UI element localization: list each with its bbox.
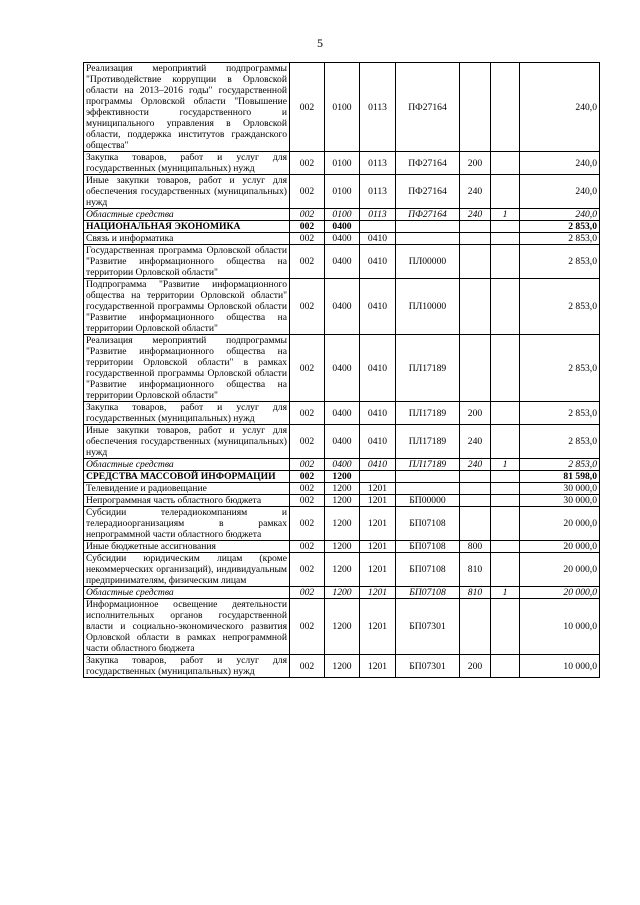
expense-type-code-cell: 810 [460, 553, 491, 587]
expense-type-code-cell [460, 471, 491, 483]
department-code-cell: 002 [290, 63, 325, 152]
row-description-cell: Телевидение и радиовещание [84, 483, 290, 495]
expense-type-code-cell: 800 [460, 541, 491, 553]
amount-cell: 2 853,0 [520, 335, 600, 402]
row-description-cell: Областные средства [84, 459, 290, 471]
subsection-code-cell: 1201 [360, 483, 396, 495]
section-code-cell: 1200 [325, 495, 360, 507]
table-row [84, 63, 600, 152]
amount-cell: 2 853,0 [520, 425, 600, 459]
funding-source-code-cell [491, 553, 520, 587]
table-row [84, 335, 600, 402]
section-code-cell: 1200 [325, 471, 360, 483]
funding-source-code-cell [491, 599, 520, 655]
subsection-code-cell: 1201 [360, 655, 396, 678]
department-code-cell: 002 [290, 335, 325, 402]
subsection-code-cell: 0410 [360, 459, 396, 471]
amount-cell: 240,0 [520, 175, 600, 209]
section-code-cell: 1200 [325, 599, 360, 655]
row-description-cell: Государственная программа Орловской области "Развитие информационного общества на территории Орловской области" [84, 245, 290, 279]
subsection-code-cell: 1201 [360, 587, 396, 599]
expense-type-code-cell: 240 [460, 209, 491, 221]
table-row [84, 553, 600, 587]
target-article-code-cell: ПФ27164 [396, 63, 460, 152]
target-article-code-cell: БП07108 [396, 507, 460, 541]
target-article-code-cell [396, 233, 460, 245]
section-code-cell: 0400 [325, 221, 360, 233]
section-code-cell: 0400 [325, 459, 360, 471]
table-row [84, 152, 600, 175]
section-code-cell: 0400 [325, 245, 360, 279]
amount-cell: 240,0 [520, 209, 600, 221]
row-description-cell: Областные средства [84, 209, 290, 221]
target-article-code-cell: ПЛ00000 [396, 245, 460, 279]
department-code-cell: 002 [290, 587, 325, 599]
funding-source-code-cell [491, 279, 520, 335]
funding-source-code-cell [491, 655, 520, 678]
department-code-cell: 002 [290, 541, 325, 553]
row-description-cell: Субсидии телерадиокомпаниям и телерадиоорганизациям в рамках непрограммной части областного бюджета [84, 507, 290, 541]
expense-type-code-cell [460, 495, 491, 507]
subsection-code-cell [360, 471, 396, 483]
expense-type-code-cell [460, 233, 491, 245]
department-code-cell: 002 [290, 425, 325, 459]
amount-cell: 240,0 [520, 63, 600, 152]
expense-type-code-cell [460, 599, 491, 655]
row-description-cell: СРЕДСТВА МАССОВОЙ ИНФОРМАЦИИ [84, 471, 290, 483]
amount-cell: 20 000,0 [520, 507, 600, 541]
amount-cell: 2 853,0 [520, 402, 600, 425]
target-article-code-cell [396, 471, 460, 483]
amount-cell: 81 598,0 [520, 471, 600, 483]
row-description-cell: Реализация мероприятий подпрограммы "Противодействие коррупции в Орловской области на 2013–2016 годы" государственной программы Орловской области "Повышение эффективности государственного и муниципального управления в Орловской области, поддержка институтов гражданского общества" [84, 63, 290, 152]
department-code-cell: 002 [290, 507, 325, 541]
expense-type-code-cell [460, 63, 491, 152]
section-code-cell: 1200 [325, 553, 360, 587]
target-article-code-cell: ПФ27164 [396, 209, 460, 221]
subsection-code-cell: 1201 [360, 495, 396, 507]
row-description-cell: Связь и информатика [84, 233, 290, 245]
table-row [84, 599, 600, 655]
department-code-cell: 002 [290, 599, 325, 655]
table-row [84, 483, 600, 495]
department-code-cell: 002 [290, 655, 325, 678]
row-description-cell: Закупка товаров, работ и услуг для государственных (муниципальных) нужд [84, 402, 290, 425]
funding-source-code-cell [491, 483, 520, 495]
table-row [84, 402, 600, 425]
table-row [84, 655, 600, 678]
section-code-cell: 1200 [325, 541, 360, 553]
target-article-code-cell [396, 221, 460, 233]
section-code-cell: 0100 [325, 63, 360, 152]
target-article-code-cell: ПФ27164 [396, 152, 460, 175]
department-code-cell: 002 [290, 221, 325, 233]
subsection-code-cell: 1201 [360, 507, 396, 541]
target-article-code-cell: ПЛ17189 [396, 425, 460, 459]
target-article-code-cell: ПЛ17189 [396, 335, 460, 402]
row-description-cell: Иные закупки товаров, работ и услуг для обеспечения государственных (муниципальных) нужд [84, 425, 290, 459]
subsection-code-cell: 0113 [360, 152, 396, 175]
expense-type-code-cell [460, 245, 491, 279]
table-row [84, 175, 600, 209]
amount-cell: 2 853,0 [520, 459, 600, 471]
table-row [84, 459, 600, 471]
department-code-cell: 002 [290, 553, 325, 587]
amount-cell: 20 000,0 [520, 541, 600, 553]
table-row [84, 245, 600, 279]
subsection-code-cell: 0410 [360, 335, 396, 402]
department-code-cell: 002 [290, 175, 325, 209]
section-code-cell: 0400 [325, 335, 360, 402]
expense-type-code-cell: 200 [460, 402, 491, 425]
section-code-cell: 1200 [325, 507, 360, 541]
section-code-cell: 0400 [325, 425, 360, 459]
funding-source-code-cell: 1 [491, 209, 520, 221]
department-code-cell: 002 [290, 233, 325, 245]
target-article-code-cell: БП07108 [396, 541, 460, 553]
amount-cell: 10 000,0 [520, 655, 600, 678]
amount-cell: 30 000,0 [520, 483, 600, 495]
subsection-code-cell: 0113 [360, 175, 396, 209]
funding-source-code-cell [491, 471, 520, 483]
target-article-code-cell: ПЛ10000 [396, 279, 460, 335]
subsection-code-cell: 0410 [360, 279, 396, 335]
section-code-cell: 0400 [325, 233, 360, 245]
row-description-cell: Иные бюджетные ассигнования [84, 541, 290, 553]
expense-type-code-cell: 810 [460, 587, 491, 599]
row-description-cell: Информационное освещение деятельности исполнительных органов государственной власти и социально-экономического развития Орловской области в рамках непрограммной части областного бюджета [84, 599, 290, 655]
subsection-code-cell: 1201 [360, 599, 396, 655]
target-article-code-cell: БП07301 [396, 655, 460, 678]
target-article-code-cell: ПЛ17189 [396, 402, 460, 425]
subsection-code-cell: 0113 [360, 209, 396, 221]
funding-source-code-cell [491, 541, 520, 553]
table-row [84, 541, 600, 553]
department-code-cell: 002 [290, 152, 325, 175]
funding-source-code-cell [491, 63, 520, 152]
subsection-code-cell [360, 221, 396, 233]
target-article-code-cell: ПФ27164 [396, 175, 460, 209]
funding-source-code-cell [491, 245, 520, 279]
amount-cell: 30 000,0 [520, 495, 600, 507]
section-code-cell: 0400 [325, 279, 360, 335]
expense-type-code-cell: 240 [460, 175, 491, 209]
budget-table [83, 62, 600, 678]
section-code-cell: 0400 [325, 402, 360, 425]
section-code-cell: 0100 [325, 209, 360, 221]
amount-cell: 20 000,0 [520, 587, 600, 599]
funding-source-code-cell [491, 152, 520, 175]
subsection-code-cell: 1201 [360, 553, 396, 587]
section-code-cell: 1200 [325, 655, 360, 678]
funding-source-code-cell [491, 507, 520, 541]
amount-cell: 2 853,0 [520, 245, 600, 279]
department-code-cell: 002 [290, 471, 325, 483]
subsection-code-cell: 0410 [360, 425, 396, 459]
subsection-code-cell: 0410 [360, 245, 396, 279]
expense-type-code-cell [460, 279, 491, 335]
row-description-cell: Непрограммная часть областного бюджета [84, 495, 290, 507]
amount-cell: 10 000,0 [520, 599, 600, 655]
amount-cell: 2 853,0 [520, 279, 600, 335]
department-code-cell: 002 [290, 495, 325, 507]
table-row [84, 471, 600, 483]
funding-source-code-cell [491, 402, 520, 425]
funding-source-code-cell [491, 495, 520, 507]
funding-source-code-cell [491, 425, 520, 459]
table-row [84, 279, 600, 335]
subsection-code-cell: 0410 [360, 233, 396, 245]
section-code-cell: 0100 [325, 175, 360, 209]
subsection-code-cell: 1201 [360, 541, 396, 553]
funding-source-code-cell [491, 233, 520, 245]
department-code-cell: 002 [290, 459, 325, 471]
department-code-cell: 002 [290, 402, 325, 425]
funding-source-code-cell: 1 [491, 587, 520, 599]
expense-type-code-cell [460, 221, 491, 233]
funding-source-code-cell [491, 221, 520, 233]
expense-type-code-cell [460, 507, 491, 541]
table-row [84, 495, 600, 507]
row-description-cell: Областные средства [84, 587, 290, 599]
row-description-cell: Закупка товаров, работ и услуг для государственных (муниципальных) нужд [84, 655, 290, 678]
row-description-cell: Закупка товаров, работ и услуг для государственных (муниципальных) нужд [84, 152, 290, 175]
target-article-code-cell: ПЛ17189 [396, 459, 460, 471]
expense-type-code-cell: 200 [460, 655, 491, 678]
target-article-code-cell [396, 483, 460, 495]
section-code-cell: 0100 [325, 152, 360, 175]
expense-type-code-cell: 200 [460, 152, 491, 175]
table-row [84, 507, 600, 541]
amount-cell: 20 000,0 [520, 553, 600, 587]
row-description-cell: Субсидии юридическим лицам (кроме некоммерческих организаций), индивидуальным предпринимателям, физическим лицам [84, 553, 290, 587]
department-code-cell: 002 [290, 209, 325, 221]
expense-type-code-cell: 240 [460, 459, 491, 471]
department-code-cell: 002 [290, 279, 325, 335]
table-row [84, 221, 600, 233]
section-code-cell: 1200 [325, 587, 360, 599]
expense-type-code-cell [460, 483, 491, 495]
amount-cell: 2 853,0 [520, 233, 600, 245]
table-row [84, 587, 600, 599]
target-article-code-cell: БП07108 [396, 553, 460, 587]
row-description-cell: Иные закупки товаров, работ и услуг для обеспечения государственных (муниципальных) нужд [84, 175, 290, 209]
target-article-code-cell: БП07108 [396, 587, 460, 599]
subsection-code-cell: 0410 [360, 402, 396, 425]
section-code-cell: 1200 [325, 483, 360, 495]
amount-cell: 2 853,0 [520, 221, 600, 233]
row-description-cell: Подпрограмма "Развитие информационного общества на территории Орловской области" государственной программы Орловской области "Развитие информационного общества на территории Орловской области" [84, 279, 290, 335]
funding-source-code-cell [491, 335, 520, 402]
subsection-code-cell: 0113 [360, 63, 396, 152]
table-row [84, 209, 600, 221]
table-row [84, 425, 600, 459]
expense-type-code-cell [460, 335, 491, 402]
funding-source-code-cell: 1 [491, 459, 520, 471]
target-article-code-cell: БП00000 [396, 495, 460, 507]
table-row [84, 233, 600, 245]
budget-table-body [84, 63, 600, 678]
funding-source-code-cell [491, 175, 520, 209]
target-article-code-cell: БП07301 [396, 599, 460, 655]
row-description-cell: Реализация мероприятий подпрограммы "Развитие информационного общества на территории Орловской области" в рамках государственной программы Орловской области "Развитие информационного общества на территории Орловской области" [84, 335, 290, 402]
row-description-cell: НАЦИОНАЛЬНАЯ ЭКОНОМИКА [84, 221, 290, 233]
expense-type-code-cell: 240 [460, 425, 491, 459]
department-code-cell: 002 [290, 483, 325, 495]
page-number: 5 [317, 36, 323, 50]
amount-cell: 240,0 [520, 152, 600, 175]
department-code-cell: 002 [290, 245, 325, 279]
